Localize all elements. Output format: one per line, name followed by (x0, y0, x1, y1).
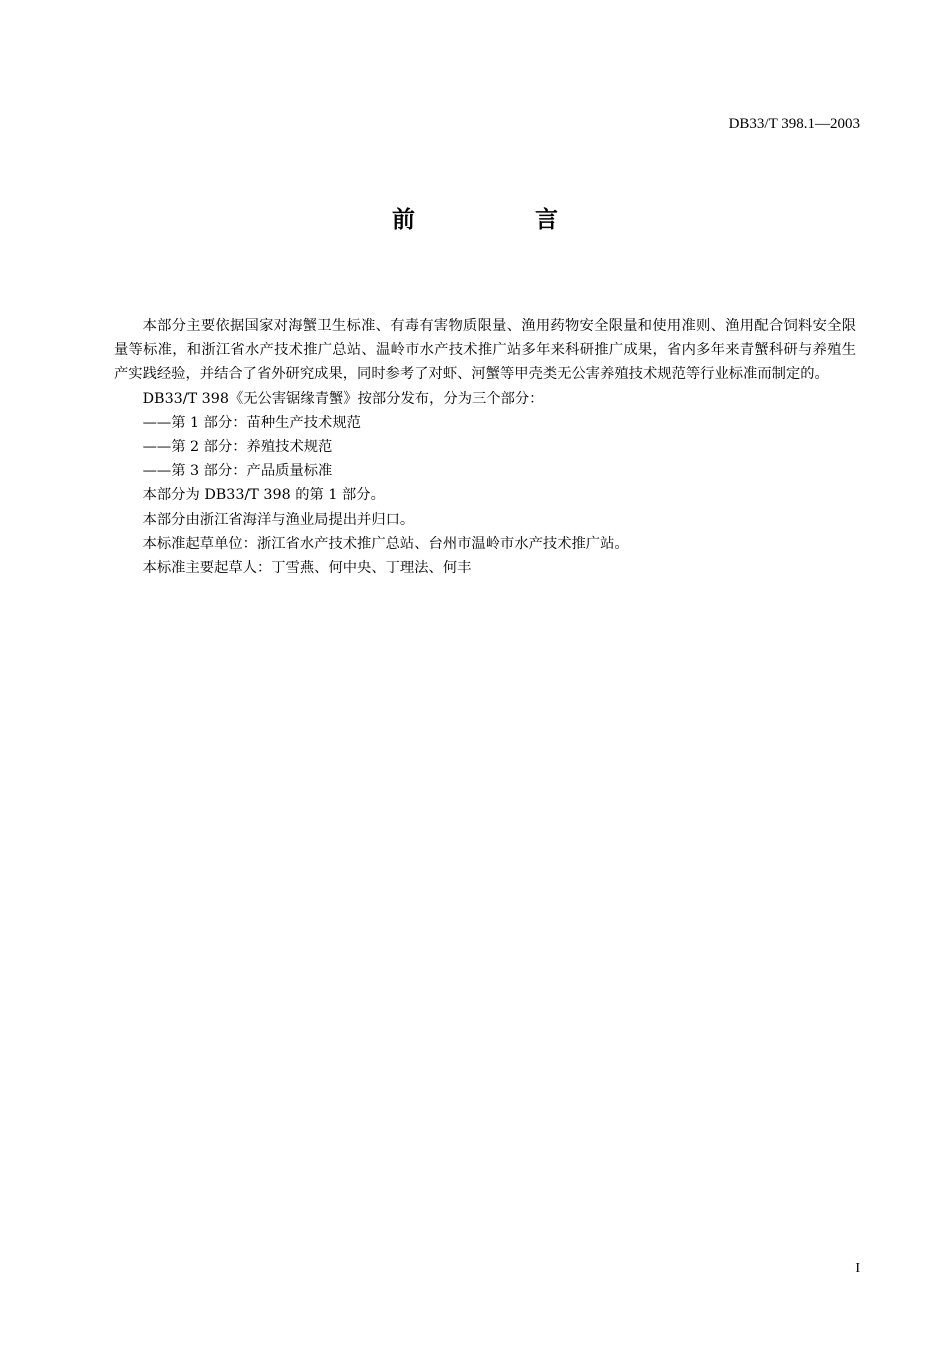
paragraph-drafting-units: 本标准起草单位：浙江省水产技术推广总站、台州市温岭市水产技术推广站。 (142, 535, 629, 552)
paragraph-proposer: 本部分由浙江省海洋与渔业局提出并归口。 (142, 511, 415, 528)
paragraph-parts-intro: DB33/T 398《无公害锯缘青蟹》按部分发布，分为三个部分： (142, 390, 544, 407)
list-item-part-1: ——第 1 部分：苗种生产技术规范 (142, 414, 361, 431)
document-code: DB33/T 398.1—2003 (728, 116, 860, 132)
paragraph-basis: 本部分主要依据国家对海蟹卫生标准、有毒有害物质限量、渔用药物安全限量和使用准则、渔用配合饲料安全限量等标准，和浙江省水产技术推广总站、温岭市水产技术推广站多年来科研推广成果，省内多年来青蟹科研与养殖生产实践经验，并结合了省外研究成果，同时参考了对虾、河蟹等甲壳类无公害养殖技术规范等行业标准而制定的。 (114, 318, 856, 383)
paragraph-this-part: 本部分为 DB33/T 398 的第 1 部分。 (142, 487, 385, 504)
page-number: I (855, 1261, 860, 1276)
foreword-body (114, 314, 856, 580)
list-item-part-3: ——第 3 部分：产品质量标准 (142, 463, 333, 480)
list-item-part-2: ——第 2 部分：养殖技术规范 (142, 439, 333, 456)
page-title: 前 言 (391, 207, 614, 233)
paragraph-drafters: 本标准主要起草人：丁雪燕、何中央、丁理法、何丰 (142, 560, 472, 577)
